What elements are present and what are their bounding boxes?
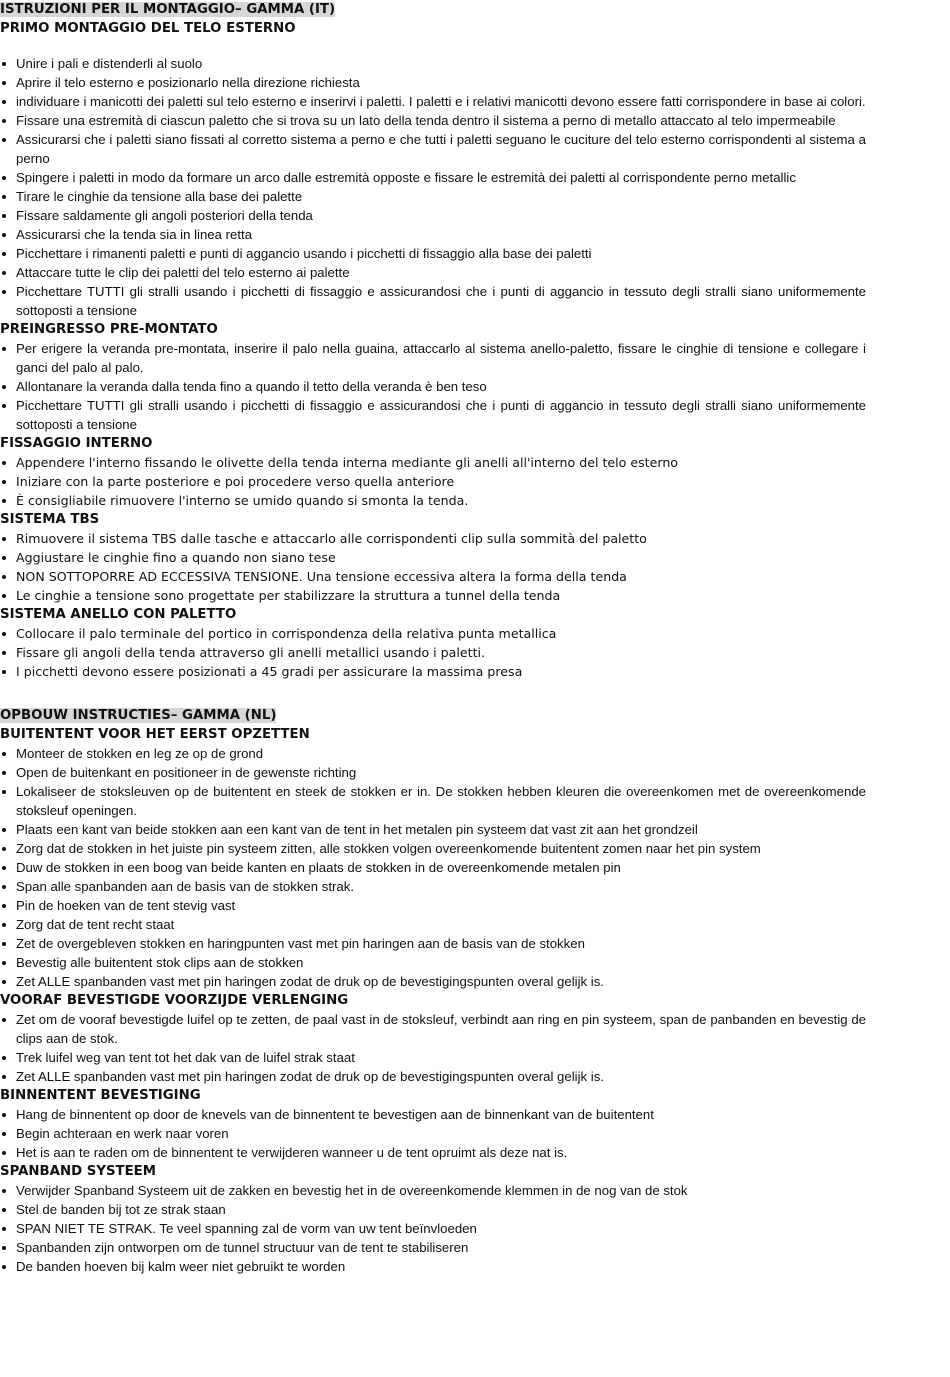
list-item: Span alle spanbanden aan de basis van de stokken strak. bbox=[0, 877, 866, 896]
list-item: Appendere l'interno fissando le olivette della tenda interna mediante gli anelli all'interno del telo esterno bbox=[0, 453, 866, 472]
section-heading: BUITENTENT VOOR HET EERST OPZETTEN bbox=[0, 727, 310, 742]
list-item: Open de buitenkant en positioneer in de gewenste richting bbox=[0, 763, 866, 782]
list-item: Zet ALLE spanbanden vast met pin haringen zodat de druk op de bevestigingspunten overal gelijk is. bbox=[0, 1067, 866, 1086]
instruction-list bbox=[0, 1105, 866, 1162]
list-item: Duw de stokken in een boog van beide kanten en plaats de stokken in de overeenkomende metalen pin bbox=[0, 858, 866, 877]
section-heading: SPANBAND SYSTEEM bbox=[0, 1164, 156, 1179]
instruction-list bbox=[0, 744, 866, 991]
list-item: Le cinghie a tensione sono progettate per stabilizzare la struttura a tunnel della tenda bbox=[0, 586, 866, 605]
list-item: Aprire il telo esterno e posizionarlo nella direzione richiesta bbox=[0, 73, 866, 92]
list-item: Fissare gli angoli della tenda attraverso gli anelli metallici usando i paletti. bbox=[0, 643, 866, 662]
list-item: Zet om de vooraf bevestigde luifel op te zetten, de paal vast in de stoksleuf, verbindt aan ring en pin systeem, span de panbanden en bevestig de clips aan de stok. bbox=[0, 1010, 866, 1048]
list-item: Plaats een kant van beide stokken aan een kant van de tent in het metalen pin systeem dat vast zit aan het grondzeil bbox=[0, 820, 866, 839]
list-item: Collocare il palo terminale del portico in corrispondenza della relativa punta metallica bbox=[0, 624, 866, 643]
list-item: Verwijder Spanband Systeem uit de zakken en bevestig het in de overeenkomende klemmen in de nog van de stok bbox=[0, 1181, 866, 1200]
list-item: De banden hoeven bij kalm weer niet gebruikt te worden bbox=[0, 1257, 866, 1276]
list-item: Per erigere la veranda pre-montata, inserire il palo nella guaina, attaccarlo al sistema anello-paletto, fissare le cinghie di tensione e collegare i ganci del palo al palo. bbox=[0, 339, 866, 377]
instruction-list bbox=[0, 624, 866, 681]
list-item: Picchettare i rimanenti paletti e punti di aggancio usando i picchetti di fissaggio alla base dei paletti bbox=[0, 244, 866, 263]
list-item: Zet ALLE spanbanden vast met pin haringen zodat de druk op de bevestigingspunten overal gelijk is. bbox=[0, 972, 866, 991]
list-item: Bevestig alle buitentent stok clips aan de stokken bbox=[0, 953, 866, 972]
list-item: NON SOTTOPORRE AD ECCESSIVA TENSIONE. Una tensione eccessiva altera la forma della tenda bbox=[0, 567, 866, 586]
list-item: Picchettare TUTTI gli stralli usando i picchetti di fissaggio e assicurandosi che i punti di aggancio in tessuto degli stralli siano uniformemente sottoposti a tensione bbox=[0, 282, 866, 320]
list-item: Lokaliseer de stoksleuven op de buitentent en steek de stokken er in. De stokken hebben kleuren die overeenkomen met de overeenkomende stoksleuf openingen. bbox=[0, 782, 866, 820]
section-heading: PRIMO MONTAGGIO DEL TELO ESTERNO bbox=[0, 21, 296, 36]
list-item: Aggiustare le cinghie fino a quando non siano tese bbox=[0, 548, 866, 567]
list-item: Picchettare TUTTI gli stralli usando i picchetti di fissaggio e assicurandosi che i punti di aggancio in tessuto degli stralli siano uniformemente sottoposti a tensione bbox=[0, 396, 866, 434]
list-item: Rimuovere il sistema TBS dalle tasche e attaccarlo alle corrispondenti clip sulla sommità del paletto bbox=[0, 529, 866, 548]
list-item: individuare i manicotti dei paletti sul telo esterno e inserirvi i paletti. I paletti e i relativi manicotti devono essere fatti corrispondere in base ai colori. bbox=[0, 92, 866, 111]
list-item: Iniziare con la parte posteriore e poi procedere verso quella anteriore bbox=[0, 472, 866, 491]
list-item: Assicurarsi che la tenda sia in linea retta bbox=[0, 225, 866, 244]
section-heading: BINNENTENT BEVESTIGING bbox=[0, 1088, 201, 1103]
list-item: Zorg dat de stokken in het juiste pin systeem zitten, alle stokken volgen overeenkomende buitentent zomen naar het pin system bbox=[0, 839, 866, 858]
list-item: SPAN NIET TE STRAK. Te veel spanning zal de vorm van uw tent beïnvloeden bbox=[0, 1219, 866, 1238]
instruction-list bbox=[0, 54, 866, 320]
section-heading: SISTEMA ANELLO CON PALETTO bbox=[0, 607, 237, 622]
document-title-it: ISTRUZIONI PER IL MONTAGGIO– GAMMA (IT) bbox=[0, 2, 336, 17]
section-heading: SISTEMA TBS bbox=[0, 512, 100, 527]
list-item: Zorg dat de tent recht staat bbox=[0, 915, 866, 934]
list-item: I picchetti devono essere posizionati a 45 gradi per assicurare la massima presa bbox=[0, 662, 866, 681]
instruction-list bbox=[0, 453, 866, 510]
list-item: Attaccare tutte le clip dei paletti del telo esterno ai palette bbox=[0, 263, 866, 282]
list-item: Allontanare la veranda dalla tenda fino a quando il tetto della veranda è ben teso bbox=[0, 377, 866, 396]
list-item: Spingere i paletti in modo da formare un arco dalle estremità opposte e fissare le estremità dei paletti al corrispondente perno metallic bbox=[0, 168, 866, 187]
section-heading: PREINGRESSO PRE-MONTATO bbox=[0, 322, 218, 337]
list-item: Spanbanden zijn ontworpen om de tunnel structuur van de tent te stabiliseren bbox=[0, 1238, 866, 1257]
list-item: Begin achteraan en werk naar voren bbox=[0, 1124, 866, 1143]
list-item: Fissare saldamente gli angoli posteriori della tenda bbox=[0, 206, 866, 225]
list-item: Hang de binnentent op door de knevels van de binnentent te bevestigen aan de binnenkant van de buitentent bbox=[0, 1105, 866, 1124]
list-item: Trek luifel weg van tent tot het dak van de luifel strak staat bbox=[0, 1048, 866, 1067]
list-item: Monteer de stokken en leg ze op de grond bbox=[0, 744, 866, 763]
instruction-list bbox=[0, 339, 866, 434]
list-item: Pin de hoeken van de tent stevig vast bbox=[0, 896, 866, 915]
section-heading: VOORAF BEVESTIGDE VOORZIJDE VERLENGING bbox=[0, 993, 349, 1008]
list-item: Assicurarsi che i paletti siano fissati al corretto sistema a perno e che tutti i paletti seguano le cuciture del telo esterno corrispondenti al sistema a perno bbox=[0, 130, 866, 168]
list-item: Tirare le cinghie da tensione alla base dei palette bbox=[0, 187, 866, 206]
instruction-list bbox=[0, 529, 866, 605]
section-heading: FISSAGGIO INTERNO bbox=[0, 436, 153, 451]
instruction-list bbox=[0, 1181, 866, 1276]
list-item: Zet de overgebleven stokken en haringpunten vast met pin haringen aan de basis van de stokken bbox=[0, 934, 866, 953]
list-item: Het is aan te raden om de binnentent te verwijderen wanneer u de tent opruimt als deze nat is. bbox=[0, 1143, 866, 1162]
list-item: Unire i pali e distenderli al suolo bbox=[0, 54, 866, 73]
instruction-list bbox=[0, 1010, 866, 1086]
list-item: Fissare una estremità di ciascun paletto che si trova su un lato della tenda dentro il sistema a perno di metallo attaccato al telo impermeabile bbox=[0, 111, 866, 130]
document-title-nl: OPBOUW INSTRUCTIES– GAMMA (NL) bbox=[0, 708, 277, 723]
list-item: È consigliabile rimuovere l'interno se umido quando si smonta la tenda. bbox=[0, 491, 866, 510]
list-item: Stel de banden bij tot ze strak staan bbox=[0, 1200, 866, 1219]
